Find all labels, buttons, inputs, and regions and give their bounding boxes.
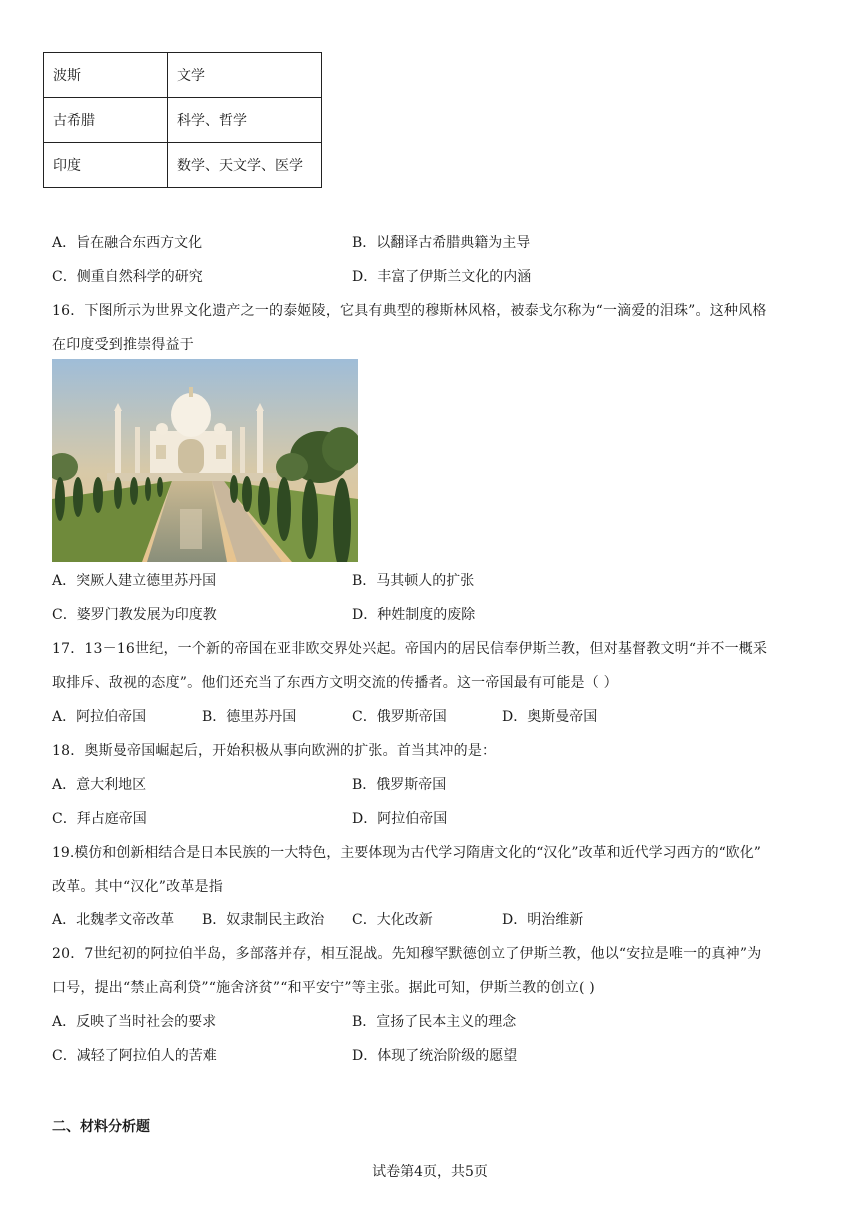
table-cell: 印度 [44, 143, 168, 188]
table-cell: 文学 [168, 53, 322, 98]
q19-option-d: D．明治维新 [502, 912, 584, 928]
q17-option-a: A．阿拉伯帝国 [52, 709, 147, 725]
q20-stem-line1: 20．7世纪初的阿拉伯半岛，多部落并存，相互混战。先知穆罕默德创立了伊斯兰教，他以“安拉是唯一的真神”为 [52, 946, 762, 962]
q19-stem-line2: 改革。其中“汉化”改革是指 [52, 879, 223, 895]
q15-option-a: A．旨在融合东西方文化 [52, 235, 203, 251]
source-table [43, 52, 322, 188]
q18-option-a: A．意大利地区 [52, 777, 147, 793]
q15-option-d: D．丰富了伊斯兰文化的内涵 [352, 269, 532, 285]
q18-option-c: C．拜占庭帝国 [52, 811, 147, 827]
q17-stem-line2: 取排斥、敌视的态度”。他们还充当了东西方文明交流的传播者。这一帝国最有可能是（ ） [52, 675, 618, 691]
table-cell: 古希腊 [44, 98, 168, 143]
q19-option-c: C．大化改新 [352, 912, 433, 928]
q16-option-c: C．婆罗门教发展为印度教 [52, 607, 217, 623]
q19-option-a: A．北魏孝文帝改革 [52, 912, 175, 928]
table-cell: 科学、哲学 [168, 98, 322, 143]
q17-stem-line1: 17．13－16世纪，一个新的帝国在亚非欧交界处兴起。帝国内的居民信奉伊斯兰教，但对基督教文明“并不一概采 [52, 641, 768, 657]
q20-option-a: A．反映了当时社会的要求 [52, 1014, 217, 1030]
q16-option-d: D．种姓制度的废除 [352, 607, 476, 623]
q19-option-b: B．奴隶制民主政治 [202, 912, 325, 928]
table-cell: 数学、天文学、医学 [168, 143, 322, 188]
q16-option-a: A．突厥人建立德里苏丹国 [52, 573, 217, 589]
section-title: 二、材料分析题 [52, 1119, 150, 1135]
taj-mahal-photo [52, 359, 358, 562]
q15-option-c: C．侧重自然科学的研究 [52, 269, 203, 285]
table-row [44, 53, 322, 98]
table-row [44, 143, 322, 188]
q18-option-d: D．阿拉伯帝国 [352, 811, 448, 827]
q18-option-b: B．俄罗斯帝国 [352, 777, 447, 793]
table-row [44, 98, 322, 143]
q16-stem-line1: 16．下图所示为世界文化遗产之一的泰姬陵，它具有典型的穆斯林风格，被泰戈尔称为“一滴爱的泪珠”。这种风格 [52, 303, 767, 319]
q20-stem-line2: 口号，提出“禁止高利贷”“施舍济贫”“和平安宁”等主张。据此可知，伊斯兰教的创立( ) [52, 980, 595, 996]
q17-option-d: D．奥斯曼帝国 [502, 709, 598, 725]
q15-option-b: B．以翻译古希腊典籍为主导 [352, 235, 531, 251]
q17-option-b: B．德里苏丹国 [202, 709, 297, 725]
q19-stem-line1: 19.模仿和创新相结合是日本民族的一大特色，主要体现为古代学习隋唐文化的“汉化”改革和近代学习西方的“欧化” [52, 845, 761, 861]
q17-option-c: C．俄罗斯帝国 [352, 709, 447, 725]
q20-option-b: B．宣扬了民本主义的理念 [352, 1014, 517, 1030]
page-footer: 试卷第4页，共5页 [372, 1164, 488, 1180]
q16-stem-line2: 在印度受到推崇得益于 [52, 337, 194, 353]
q18-stem-line1: 18．奥斯曼帝国崛起后，开始积极从事向欧洲的扩张。首当其冲的是： [52, 743, 497, 759]
q16-option-b: B．马其顿人的扩张 [352, 573, 475, 589]
q20-option-c: C．减轻了阿拉伯人的苦难 [52, 1048, 217, 1064]
q20-option-d: D．体现了统治阶级的愿望 [352, 1048, 518, 1064]
table-cell: 波斯 [44, 53, 168, 98]
